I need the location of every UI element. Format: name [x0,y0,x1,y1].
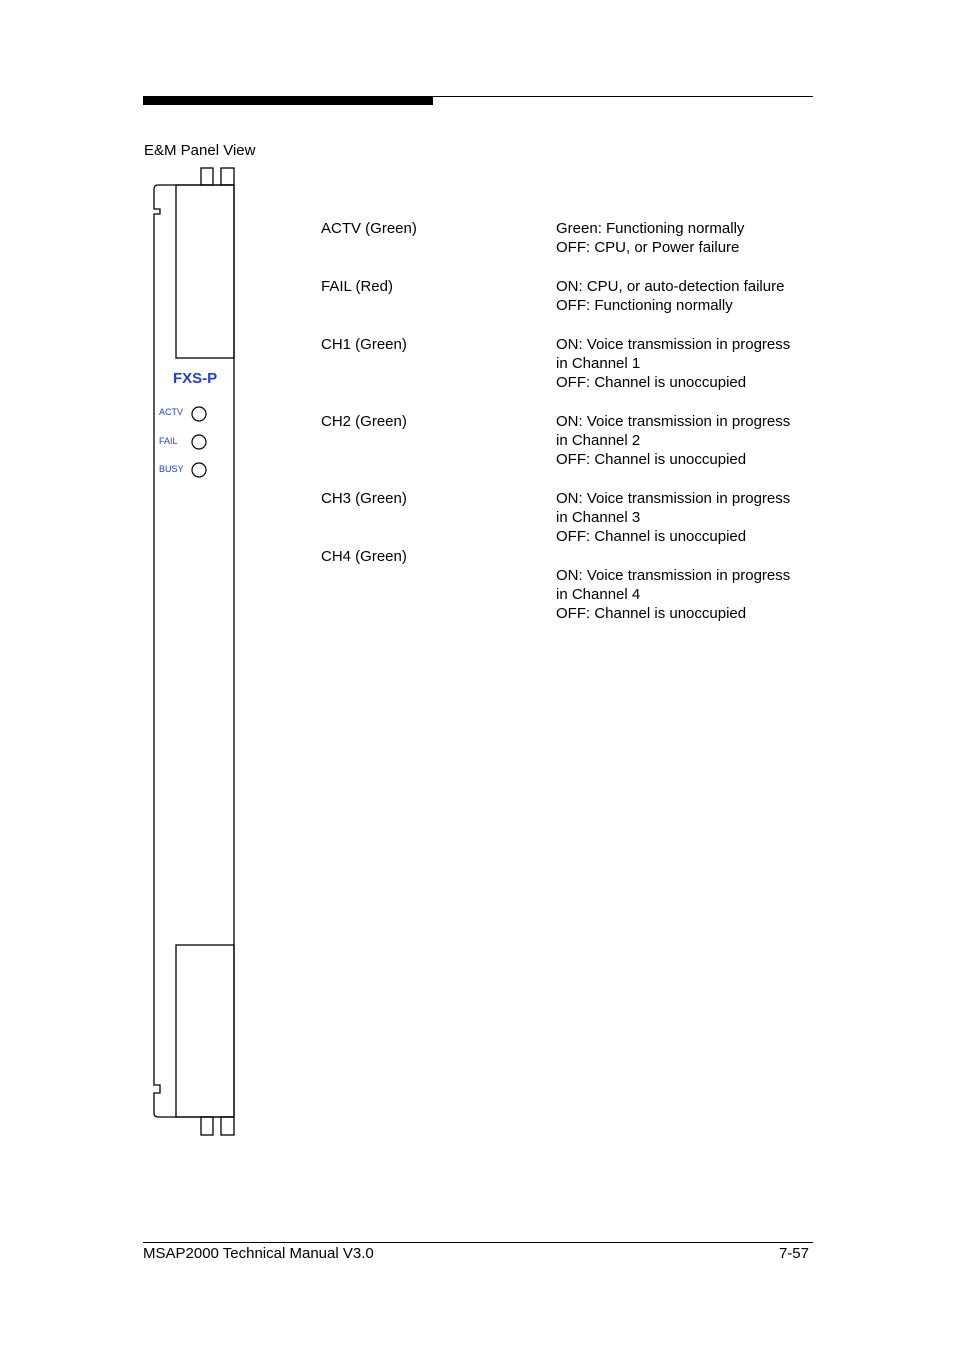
description-line: OFF: Functioning normally [556,297,733,314]
description-line: ON: Voice transmission in progress [556,413,791,430]
bottom-tab-left [201,1117,213,1135]
indicator-label: FAIL (Red) [321,278,393,295]
indicator-label: CH1 (Green) [321,336,407,353]
led-fail-icon [192,435,206,449]
footer-manual-title: MSAP2000 Technical Manual V3.0 [143,1245,374,1262]
header-rule-thick [143,96,433,105]
description-line: OFF: Channel is unoccupied [556,605,747,622]
led-label-fail: FAIL [159,436,178,446]
panel-brand-label: FXS-P [173,370,218,387]
header-rule-thin [433,96,813,97]
indicator-description [556,277,784,315]
indicator-description [556,335,790,392]
top-handle [176,185,234,358]
indicator-description [556,489,790,546]
indicator-label: CH3 (Green) [321,490,407,507]
description-line: in Channel 2 [556,432,641,449]
led-busy-icon [192,463,206,477]
description-line: Green: Functioning normally [556,220,745,237]
led-label-busy: BUSY [159,464,184,474]
description-line: ON: Voice transmission in progress [556,567,791,584]
indicator-label: CH4 (Green) [321,548,407,565]
indicator-label: ACTV (Green) [321,220,417,237]
indicator-description [556,412,790,469]
footer-rule [143,1242,813,1243]
description-line: OFF: CPU, or Power failure [556,239,740,256]
description-line: in Channel 4 [556,586,641,603]
indicator-label: CH2 (Green) [321,413,407,430]
led-actv-icon [192,407,206,421]
faceplate-outline [154,185,176,1117]
led-label-actv: ACTV [159,407,184,417]
description-line: ON: CPU, or auto-detection failure [556,278,785,295]
description-line: OFF: Channel is unoccupied [556,451,747,468]
top-tab-right [221,168,234,185]
figure-caption: E&M Panel View [144,142,256,159]
footer-page-number: 7-57 [778,1245,809,1262]
description-line: ON: Voice transmission in progress [556,490,791,507]
bottom-tab-right [221,1117,234,1135]
description-line: in Channel 3 [556,509,641,526]
description-line: ON: Voice transmission in progress [556,336,791,353]
indicator-description [556,219,744,257]
top-tab-left [201,168,213,185]
fxs-panel-drawing [148,165,243,1140]
indicator-description [556,566,790,623]
description-line: in Channel 1 [556,355,641,372]
description-line: OFF: Channel is unoccupied [556,528,747,545]
description-line: OFF: Channel is unoccupied [556,374,747,391]
bottom-handle [176,945,234,1117]
